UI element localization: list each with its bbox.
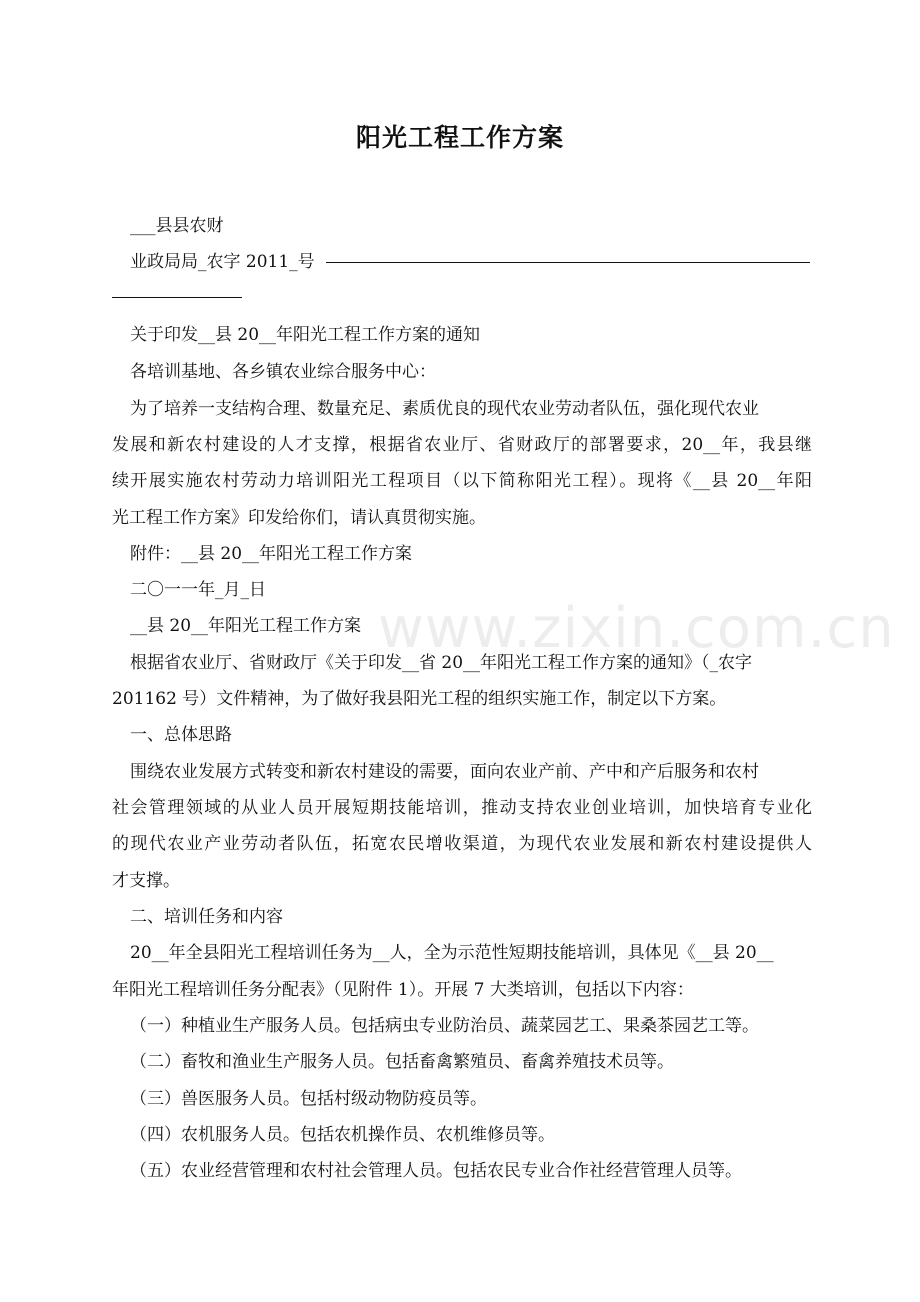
para4-line: 年阳光工程培训任务分配表》（见附件 1）。开展 7 大类培训，包括以下内容： [112, 980, 694, 1000]
para3-line: 社会管理领域的从业人员开展短期技能培训，推动支持农业创业培训，加快培育专业化 [112, 798, 812, 818]
notice-title: 关于印发__县 20__年阳光工程工作方案的通知 [130, 325, 481, 345]
para1-line: 发展和新农村建设的人才支撑，根据省农业厅、省财政厅的部署要求，20__年，我县继 [112, 435, 812, 455]
header-line-1: ___县县农财 [130, 216, 224, 236]
para4-line: 20__年全县阳光工程培训任务为__人，全为示范性短期技能培训，具体见《__县 20__ [130, 943, 774, 963]
para1-line: 光工程工作方案》印发给你们，请认真贯彻实施。 [112, 508, 486, 528]
para3-line: 围绕农业发展方式转变和新农村建设的需要，面向农业产前、产中和产后服务和农村 [130, 762, 759, 782]
header-rule-short [112, 297, 242, 298]
para3-line: 才支撑。 [112, 871, 180, 891]
section-heading-1: 一、总体思路 [130, 725, 232, 745]
page-title: 阳光工程工作方案 [355, 123, 564, 152]
header-line-2: 业政局局_农字 2011_号 [130, 252, 315, 272]
plan-title: __县 20__年阳光工程工作方案 [130, 616, 362, 636]
watermark: www.zixin.com.cn [378, 596, 895, 661]
list-item: （五）农业经营管理和农村社会管理人员。包括农民专业合作社经营管理人员等。 [130, 1161, 742, 1181]
para1-line: 为了培养一支结构合理、数量充足、素质优良的现代农业劳动者队伍，强化现代农业 [130, 399, 759, 419]
para2-line: 根据省农业厅、省财政厅《关于印发__省 20__年阳光工程工作方案的通知》（_农字 [130, 653, 753, 673]
para3-line: 的现代农业产业劳动者队伍，拓宽农民增收渠道，为现代农业发展和新农村建设提供人 [112, 834, 812, 854]
section-heading-2: 二、培训任务和内容 [130, 907, 283, 927]
recipients: 各培训基地、各乡镇农业综合服务中心： [130, 362, 436, 382]
list-item: （四）农机服务人员。包括农机操作员、农机维修员等。 [130, 1125, 555, 1145]
list-item: （二）畜牧和渔业生产服务人员。包括畜禽繁殖员、畜禽养殖技术员等。 [130, 1052, 674, 1072]
list-item: （三）兽医服务人员。包括村级动物防疫员等。 [130, 1089, 487, 1109]
attachment-line: 附件：__县 20__年阳光工程工作方案 [130, 544, 413, 564]
list-item: （一）种植业生产服务人员。包括病虫专业防治员、蔬菜园艺工、果桑茶园艺工等。 [130, 1016, 759, 1036]
para1-line: 续开展实施农村劳动力培训阳光工程项目（以下简称阳光工程）。现将《__县 20__年阳 [112, 471, 812, 491]
header-rule-long [326, 262, 810, 263]
para2-line: 201162 号）文件精神，为了做好我县阳光工程的组织实施工作，制定以下方案。 [112, 689, 727, 709]
date-line: 二〇一一年_月_日 [130, 580, 266, 600]
